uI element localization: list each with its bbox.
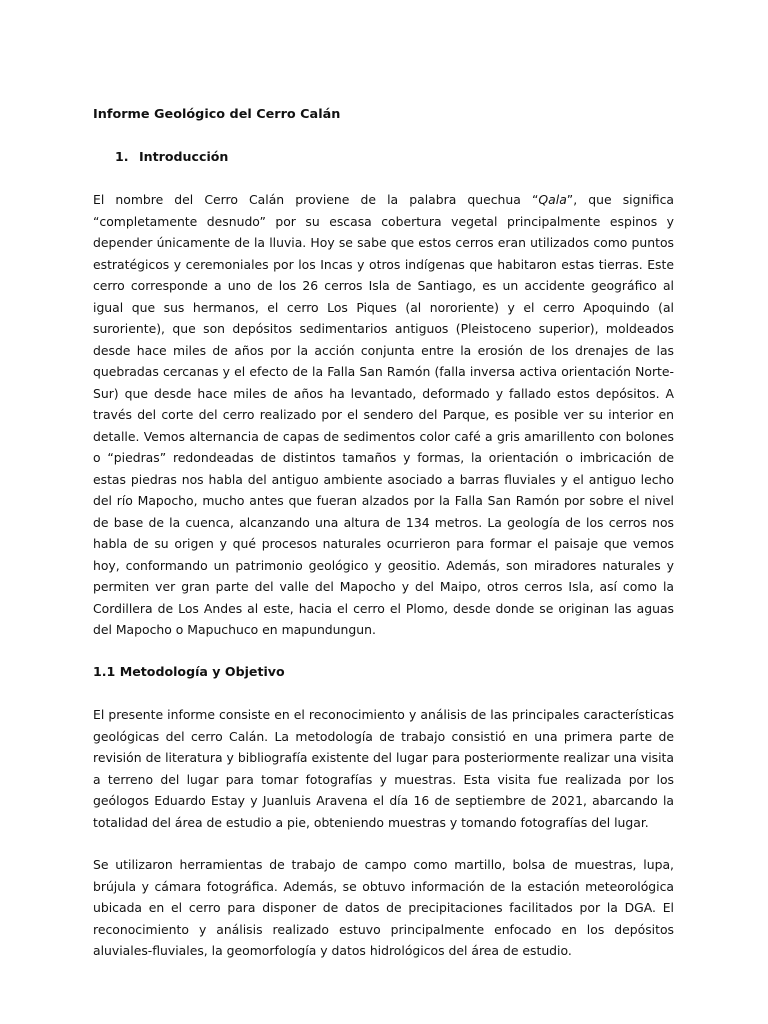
paragraph-text: El nombre del Cerro Calán proviene de la palabra quechua “ [93, 192, 539, 207]
quechua-word: Qala [538, 192, 567, 207]
paragraph-text: ”, que significa “completamente desnudo” por su escasa cobertura vegetal principalmente espinos y depender únicamente de la lluvia. Hoy se sabe que estos cerros eran utilizados como puntos estratégicos y ceremoniales por los Incas y otros indígenas que habitaron estas tierras. Este cerro corresponde a uno de los 26 cerros Isla de Santiago, es un accidente geográfico al igual que sus hermanos, el cerro Los Piques (al nororiente) y el cerro Apoquindo (al suroriente), que son depósitos sedimentarios antiguos (Pleistoceno superior), moldeados desde hace miles de años por la acción conjunta entre la erosión de los drenajes de las quebradas cercanas y el efecto de la Falla San Ramón (falla inversa activa orientación Norte-Sur) que desde hace miles de años ha levantado, deformado y fallado estos depósitos. A través del corte del cerro realizado por el sendero del Parque, es posible ver su interior en detalle. Vemos alternancia de capas de sedimentos color café a gris amarillento con bolones o “piedras” redondeadas de distintos tamaños y formas, la orientación o imbricación de estas piedras nos habla del antiguo ambiente asociado a barras fluviales y el antiguo lecho del río Mapocho, mucho antes que fueran alzados por la Falla San Ramón por sobre el nivel de base de la cuenca, alcanzando una altura de 134 metros. La geología de los cerros nos habla de su origen y qué procesos naturales ocurrieron para formar el paisaje que vemos hoy, conformando un patrimonio geológico y geositio. Además, son miradores naturales y permiten ver gran parte del valle del Mapocho y del Maipo, otros cerros Isla, así como la Cordillera de Los Andes al este, hacia el cerro el Plomo, desde donde se originan las aguas del Mapocho o Mapuchuco en mapundungun. [93, 192, 674, 637]
section-number: 1. [115, 148, 129, 164]
document-body [93, 104, 674, 962]
tools-paragraph: Se utilizaron herramientas de trabajo de campo como martillo, bolsa de muestras, lupa, brújula y cámara fotográfica. Además, se obtuvo información de la estación meteorológica ubicada en el cerro para disponer de datos de precipitaciones facilitados por la DGA. El reconocimiento y análisis realizado estuvo principalmente enfocado en los depósitos aluviales-fluviales, la geomorfología y datos hidrológicos del área de estudio. [93, 857, 674, 958]
document-title: Informe Geológico del Cerro Calán [93, 107, 341, 122]
section-heading-metodologia: 1.1 Metodología y Objetivo [93, 663, 285, 679]
section-heading-text: Introducción [139, 148, 229, 164]
introduction-paragraph [93, 189, 674, 641]
methodology-paragraph: El presente informe consiste en el reconocimiento y análisis de las principales características geológicas del cerro Calán. La metodología de trabajo consistió en una primera parte de revisión de literatura y bibliografía existente del lugar para posteriormente realizar una visita a terreno del lugar para tomar fotografías y muestras. Esta visita fue realizada por los geólogos Eduardo Estay y Juanluis Aravena el día 16 de septiembre de 2021, abarcando la totalidad del área de estudio a pie, obteniendo muestras y tomando fotografías del lugar. [93, 707, 674, 830]
section-heading-introduccion [93, 146, 674, 168]
